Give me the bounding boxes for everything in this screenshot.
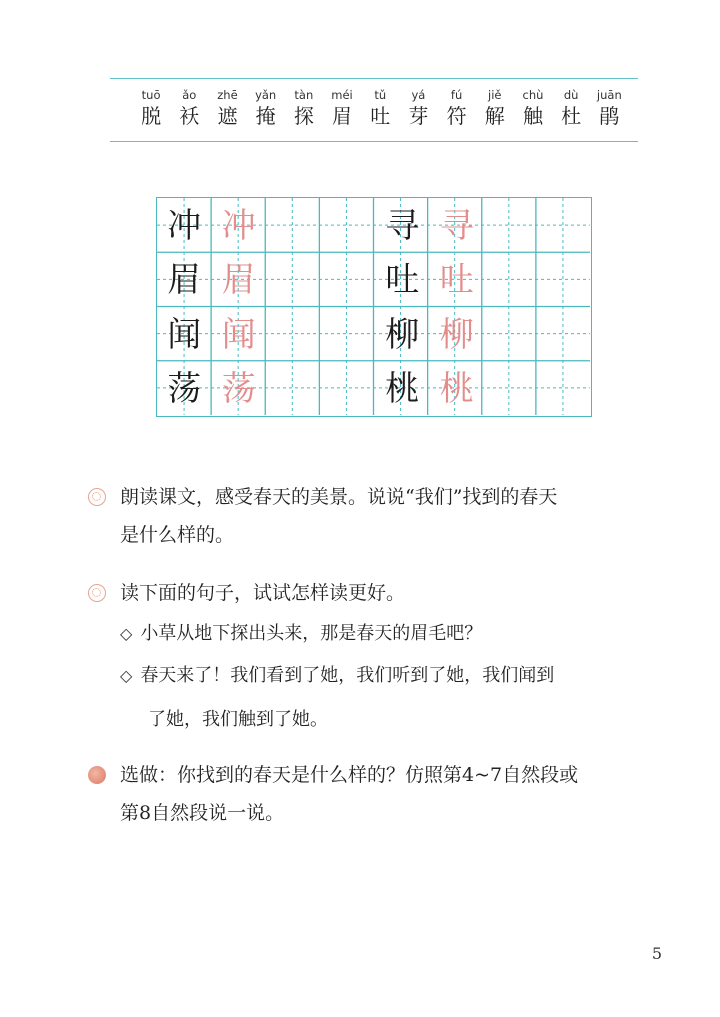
sentence-line: 春天来了！我们看到了她，我们听到了她，我们闻到 <box>140 665 555 686</box>
model-character: 柳 <box>385 314 420 355</box>
diamond-bullet-icon: ◇ <box>120 666 133 685</box>
seal-outline-icon <box>88 488 106 506</box>
vocab-word <box>170 87 208 129</box>
vocab-word <box>323 87 361 129</box>
vocab-word <box>590 87 628 129</box>
trace-character: 冲 <box>221 205 256 246</box>
vocab-pinyin: tàn <box>294 88 314 102</box>
vocab-pinyin: dù <box>563 88 579 102</box>
trace-character: 寻 <box>439 205 474 246</box>
vocab-pinyin: fú <box>450 88 463 102</box>
sentence-line: 了她，我们触到了她。 <box>148 709 328 730</box>
exercise-text <box>120 574 668 612</box>
vocab-char: 脱 <box>141 104 162 128</box>
vocabulary-band <box>110 78 638 142</box>
vocab-char: 掩 <box>255 104 276 128</box>
sentence-item <box>120 654 680 742</box>
exercise-line: 读下面的句子，试试怎样读更好。 <box>120 582 406 604</box>
vocabulary-row <box>132 87 628 129</box>
trace-character: 桃 <box>439 369 474 409</box>
page-number: 5 <box>651 944 662 963</box>
vocab-char: 芽 <box>408 104 429 128</box>
model-character: 荡 <box>167 369 202 409</box>
trace-character: 眉 <box>221 260 256 300</box>
vocab-word <box>208 87 246 129</box>
sentence-line: 小草从地下探出头来，那是春天的眉毛吧？ <box>140 623 483 644</box>
model-character: 眉 <box>167 260 202 300</box>
trace-character: 吐 <box>439 260 474 300</box>
exercise-line: 第8自然段说一说。 <box>120 802 285 824</box>
vocab-char: 触 <box>522 104 543 128</box>
vocab-char: 遮 <box>217 104 238 128</box>
exercise-3 <box>88 756 678 836</box>
vocab-pinyin: yǎn <box>255 88 277 102</box>
exercise-line: 是什么样的。 <box>120 524 235 546</box>
vocab-pinyin: yá <box>411 88 426 102</box>
trace-character: 闻 <box>221 314 256 355</box>
vocab-pinyin: zhē <box>217 88 238 102</box>
vocab-word <box>552 87 590 129</box>
writing-practice-grid <box>156 197 592 417</box>
model-character: 闻 <box>167 314 202 355</box>
vocab-word <box>399 87 437 129</box>
exercise-text <box>120 478 668 554</box>
trace-character: 柳 <box>439 314 474 355</box>
vocab-pinyin: juān <box>596 88 622 102</box>
vocab-word <box>247 87 285 129</box>
vocab-char: 眉 <box>332 104 353 128</box>
vocab-pinyin: chù <box>522 88 544 102</box>
model-character: 寻 <box>385 205 420 246</box>
vocab-char: 探 <box>293 104 314 128</box>
vocab-pinyin: jiě <box>488 88 502 102</box>
model-character: 冲 <box>167 205 202 246</box>
vocab-char: 袄 <box>179 104 200 128</box>
vocab-pinyin: ǎo <box>182 88 197 102</box>
seal-outline-icon <box>88 584 106 602</box>
trace-character: 荡 <box>221 369 256 409</box>
sentence-item <box>120 612 680 656</box>
vocab-word <box>361 87 399 129</box>
exercise-line: 朗读课文，感受春天的美景。说说“我们”找到的春天 <box>120 486 558 508</box>
vocab-word <box>438 87 476 129</box>
vocab-word <box>476 87 514 129</box>
vocab-pinyin: tǔ <box>374 88 387 102</box>
vocab-char: 解 <box>484 104 505 128</box>
vocab-word <box>285 87 323 129</box>
exercise-text <box>120 756 668 832</box>
model-character: 吐 <box>385 260 420 300</box>
vocab-char: 杜 <box>561 104 582 128</box>
vocab-word <box>514 87 552 129</box>
vocab-char: 鹃 <box>599 104 620 128</box>
vocab-pinyin: tuō <box>141 88 161 102</box>
vocab-char: 吐 <box>370 104 391 128</box>
seal-solid-icon <box>88 766 106 784</box>
vocab-pinyin: méi <box>331 88 353 102</box>
exercise-2 <box>88 574 678 614</box>
exercise-line: 选做：你找到的春天是什么样的？仿照第4~7自然段或 <box>120 764 579 786</box>
model-character: 桃 <box>385 369 420 409</box>
vocab-char: 符 <box>446 104 467 128</box>
diamond-bullet-icon: ◇ <box>120 624 133 643</box>
exercise-1 <box>88 478 678 558</box>
vocab-word <box>132 87 170 129</box>
